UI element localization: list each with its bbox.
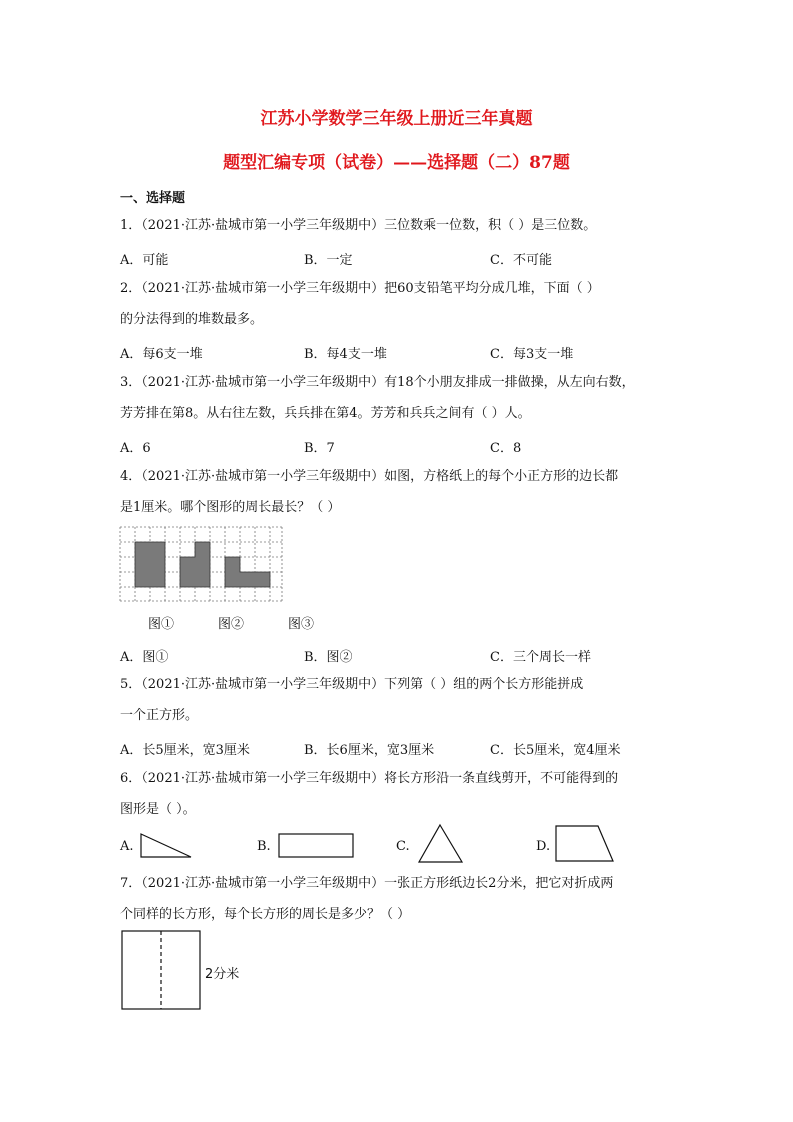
question-2-line-1: 2．（2021·江苏·盐城市第一小学三年级期中）把60支铅笔平均分成几堆，下面（ ） (120, 281, 600, 296)
q2-option-c: C．每3支一堆 (490, 347, 574, 362)
q6-option-d-label: D. (536, 839, 551, 854)
rectangle-shape (278, 833, 356, 859)
q1-option-c: C．不可能 (490, 253, 552, 268)
question-4-line-1: 4．（2021·江苏·盐城市第一小学三年级期中）如图，方格纸上的每个小正方形的边长都 (120, 469, 619, 484)
question-5-line-2: 一个正方形。 (120, 708, 199, 723)
question-7-line-1: 7．（2021·江苏·盐城市第一小学三年级期中）一张正方形纸边长2分米，把它对折成两 (120, 876, 614, 891)
question-3-line-2: 芳芳排在第8。从右往左数，兵兵排在第4。芳芳和兵兵之间有（ ）人。 (120, 406, 531, 421)
q3-option-c: C．8 (490, 441, 522, 456)
folded-square-figure (121, 930, 203, 1012)
q3-option-a: A．6 (120, 441, 151, 456)
q4-option-a: A．图① (120, 650, 169, 665)
fig3-label: 图③ (288, 617, 315, 632)
question-4-line-2: 是1厘米。哪个图形的周长最长？（ ） (120, 500, 341, 515)
fig2-label: 图② (218, 617, 245, 632)
trapezoid-shape (554, 825, 616, 863)
question-5-line-1: 5．（2021·江苏·盐城市第一小学三年级期中）下列第（ ）组的两个长方形能拼成 (120, 677, 584, 692)
figure-3-shape (225, 557, 270, 587)
section-heading: 一、选择题 (120, 191, 186, 206)
q5-option-a: A．长5厘米，宽3厘米 (120, 743, 250, 758)
title-line-2: 题型汇编专项（试卷）——选择题（二）87题 (223, 153, 570, 173)
figure-1-shape (135, 542, 165, 587)
q2-option-b: B．每4支一堆 (304, 347, 387, 362)
question-3-line-1: 3．（2021·江苏·盐城市第一小学三年级期中）有18个小朋友排成一排做操，从左向右数， (120, 375, 635, 390)
question-6-line-1: 6．（2021·江苏·盐城市第一小学三年级期中）将长方形沿一条直线剪开，不可能得到的 (120, 771, 619, 786)
question-1: 1．（2021·江苏·盐城市第一小学三年级期中）三位数乘一位数，积（ ）是三位数。 (120, 218, 597, 233)
figure-2-shape (180, 542, 210, 587)
q4-option-b: B．图② (304, 650, 353, 665)
q5-option-b: B．长6厘米，宽3厘米 (304, 743, 435, 758)
q6-option-c-label: C. (396, 839, 410, 854)
question-7-line-2: 个同样的长方形，每个长方形的周长是多少？（ ） (120, 907, 411, 922)
grid-figure (120, 527, 284, 603)
q1-option-b: B．一定 (304, 253, 353, 268)
side-length-label: 2分米 (205, 967, 240, 982)
q5-option-c: C．长5厘米，宽4厘米 (490, 743, 621, 758)
question-6-line-2: 图形是（ ）。 (120, 802, 196, 817)
q6-option-b-label: B. (257, 839, 271, 854)
q4-option-c: C．三个周长一样 (490, 650, 591, 665)
q2-option-a: A．每6支一堆 (120, 347, 203, 362)
fig1-label: 图① (148, 617, 175, 632)
triangle-shape (418, 824, 464, 864)
q1-option-a: A．可能 (120, 253, 169, 268)
title-line-1: 江苏小学数学三年级上册近三年真题 (260, 109, 533, 129)
question-2-line-2: 的分法得到的堆数最多。 (120, 312, 264, 327)
right-triangle-shape (140, 833, 194, 859)
q6-option-a-label: A. (120, 839, 134, 854)
q3-option-b: B．7 (304, 441, 335, 456)
